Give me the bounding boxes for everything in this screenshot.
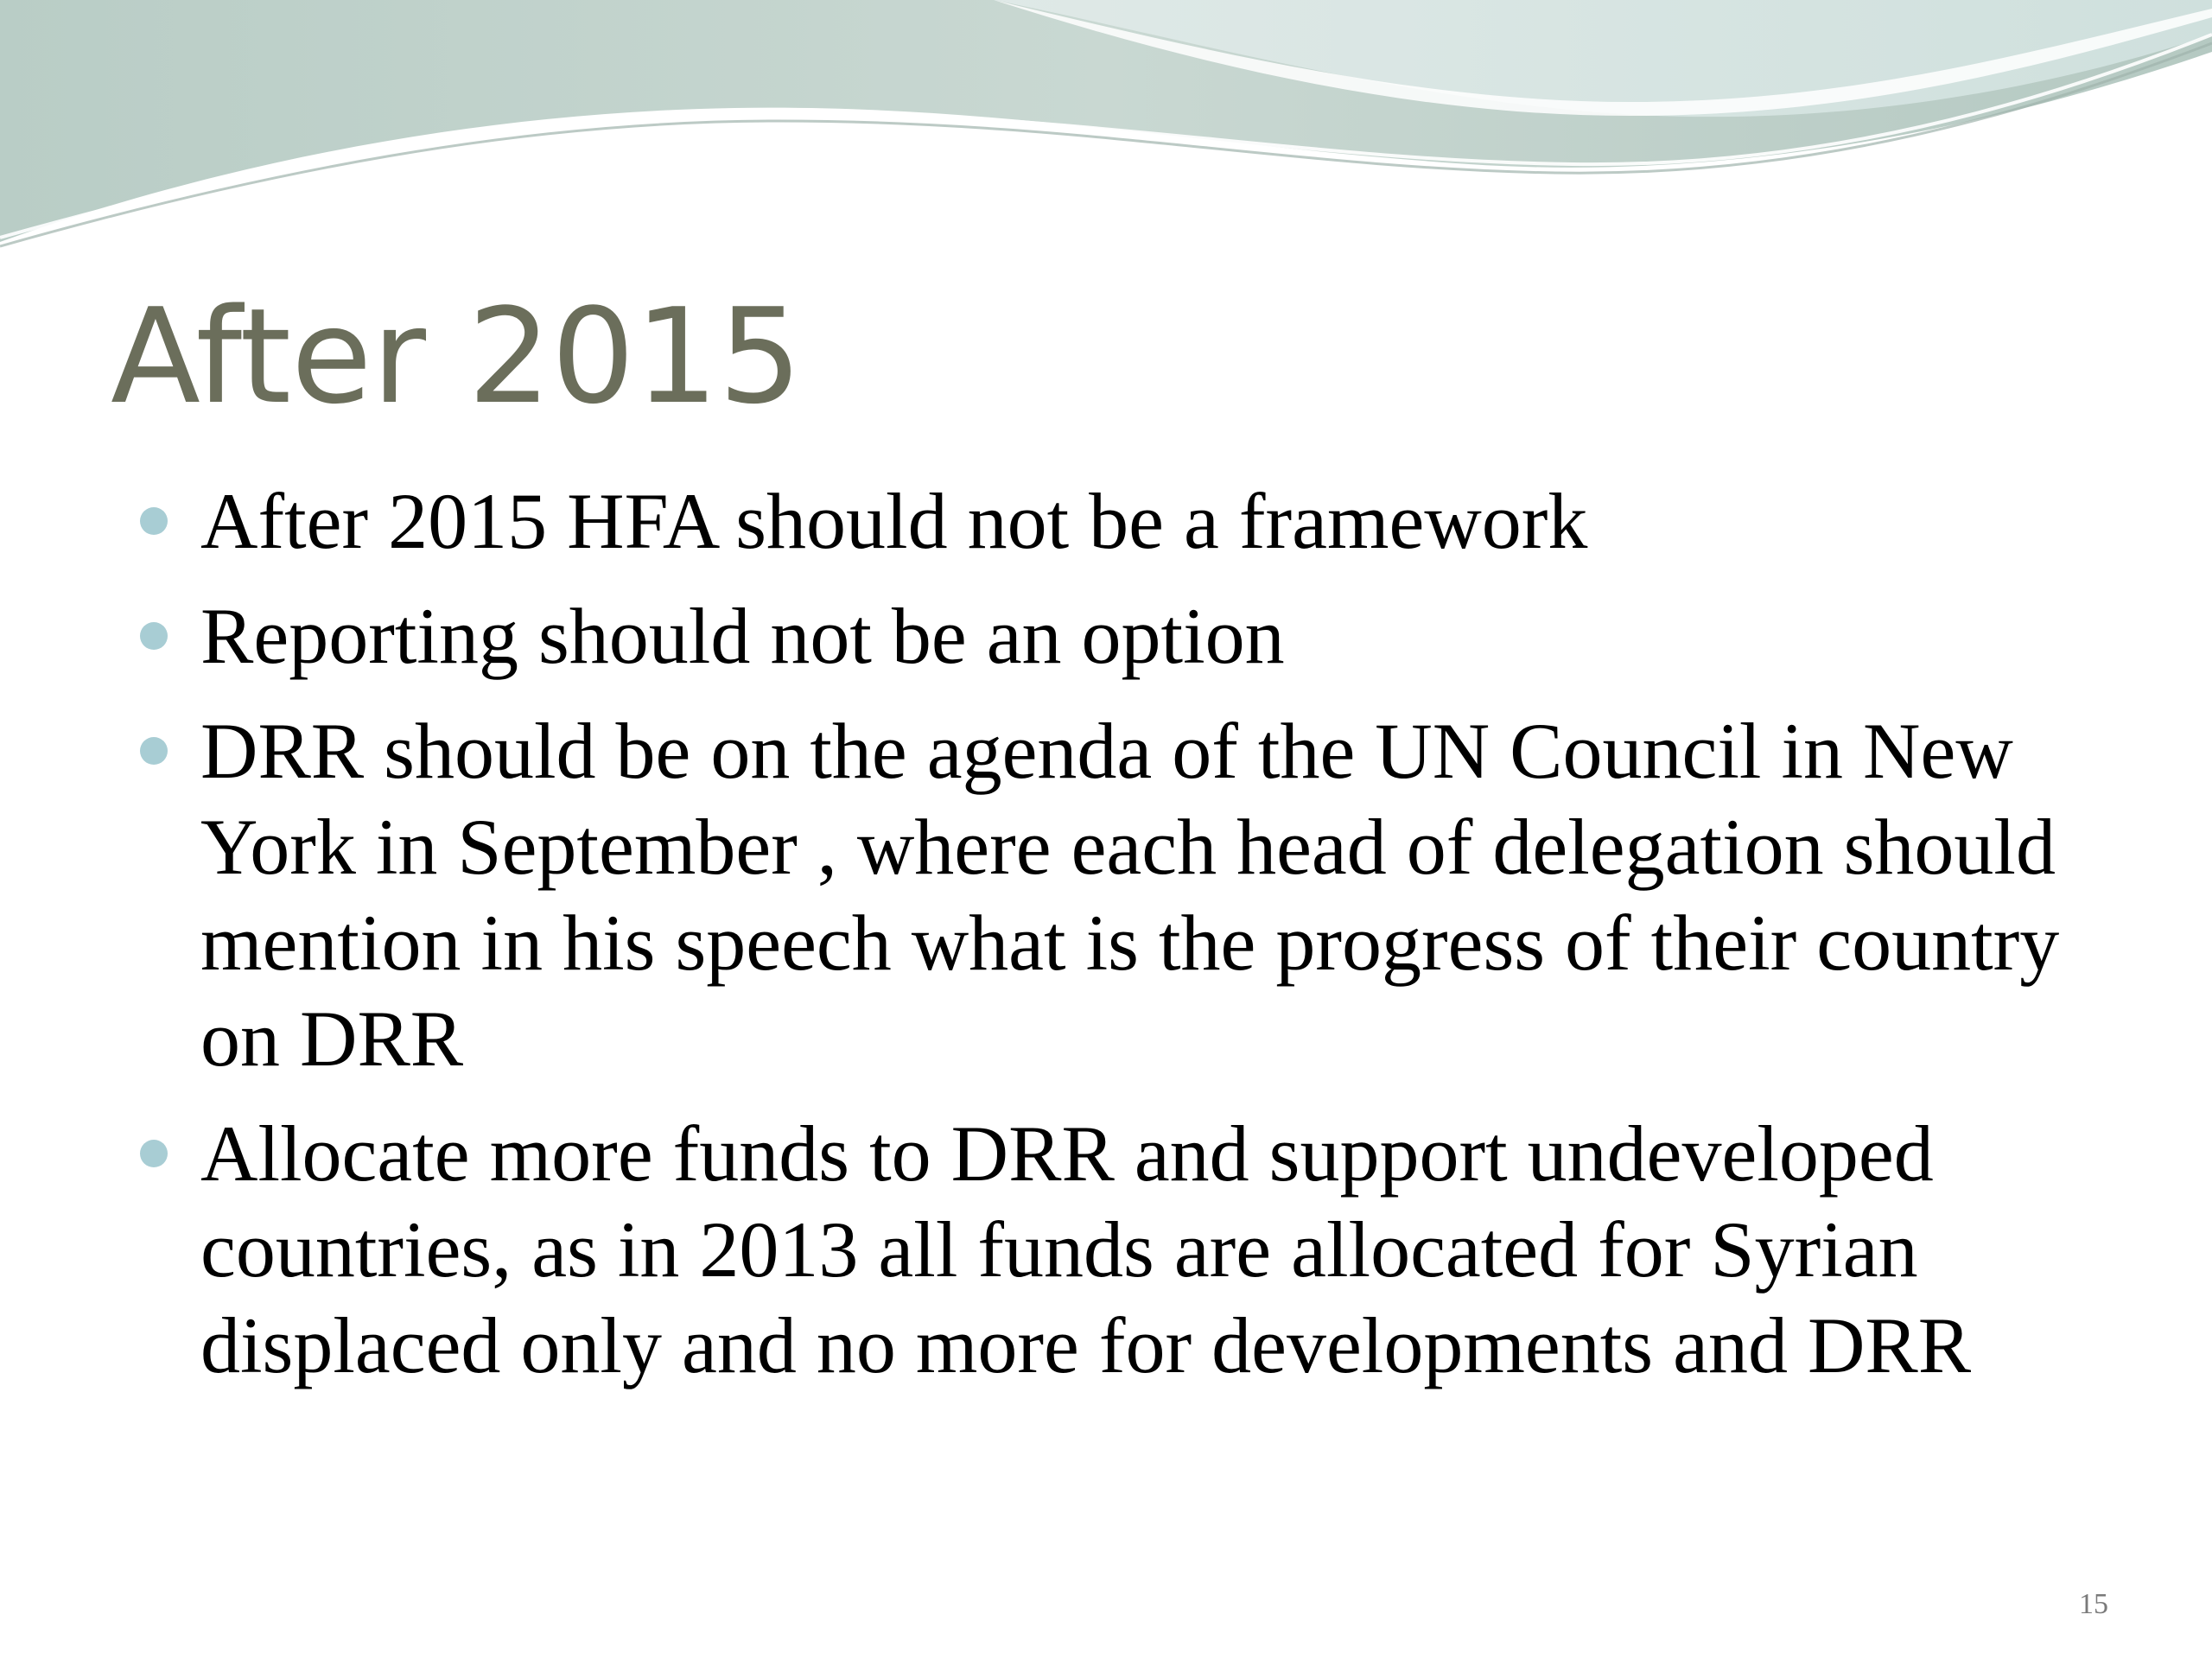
bullet-text: DRR should be on the agenda of the UN Council in New York in September , where each head of delegation should mention in his speech what is the progress of their country on DRR — [200, 707, 2060, 1083]
bullet-item — [140, 474, 2093, 569]
bullet-item — [140, 588, 2093, 684]
header-wave-decoration — [0, 0, 2212, 259]
bullet-dot-icon — [140, 622, 168, 650]
bullet-list — [140, 474, 2093, 1413]
bullet-text: Reporting should not be an option — [200, 592, 1285, 680]
bullet-dot-icon — [140, 1140, 168, 1167]
bullet-dot-icon — [140, 507, 168, 535]
bullet-dot-icon — [140, 737, 168, 765]
page-number: 15 — [2079, 1588, 2108, 1620]
bullet-item — [140, 703, 2093, 1087]
bullet-text: Allocate more funds to DRR and support undeveloped countries, as in 2013 all funds are allocated for Syrian displaced only and no more for developments and DRR — [200, 1109, 1972, 1389]
slide-title: After 2015 — [111, 280, 803, 433]
bullet-text: After 2015 HFA should not be a framework — [200, 477, 1588, 565]
bullet-item — [140, 1106, 2093, 1394]
